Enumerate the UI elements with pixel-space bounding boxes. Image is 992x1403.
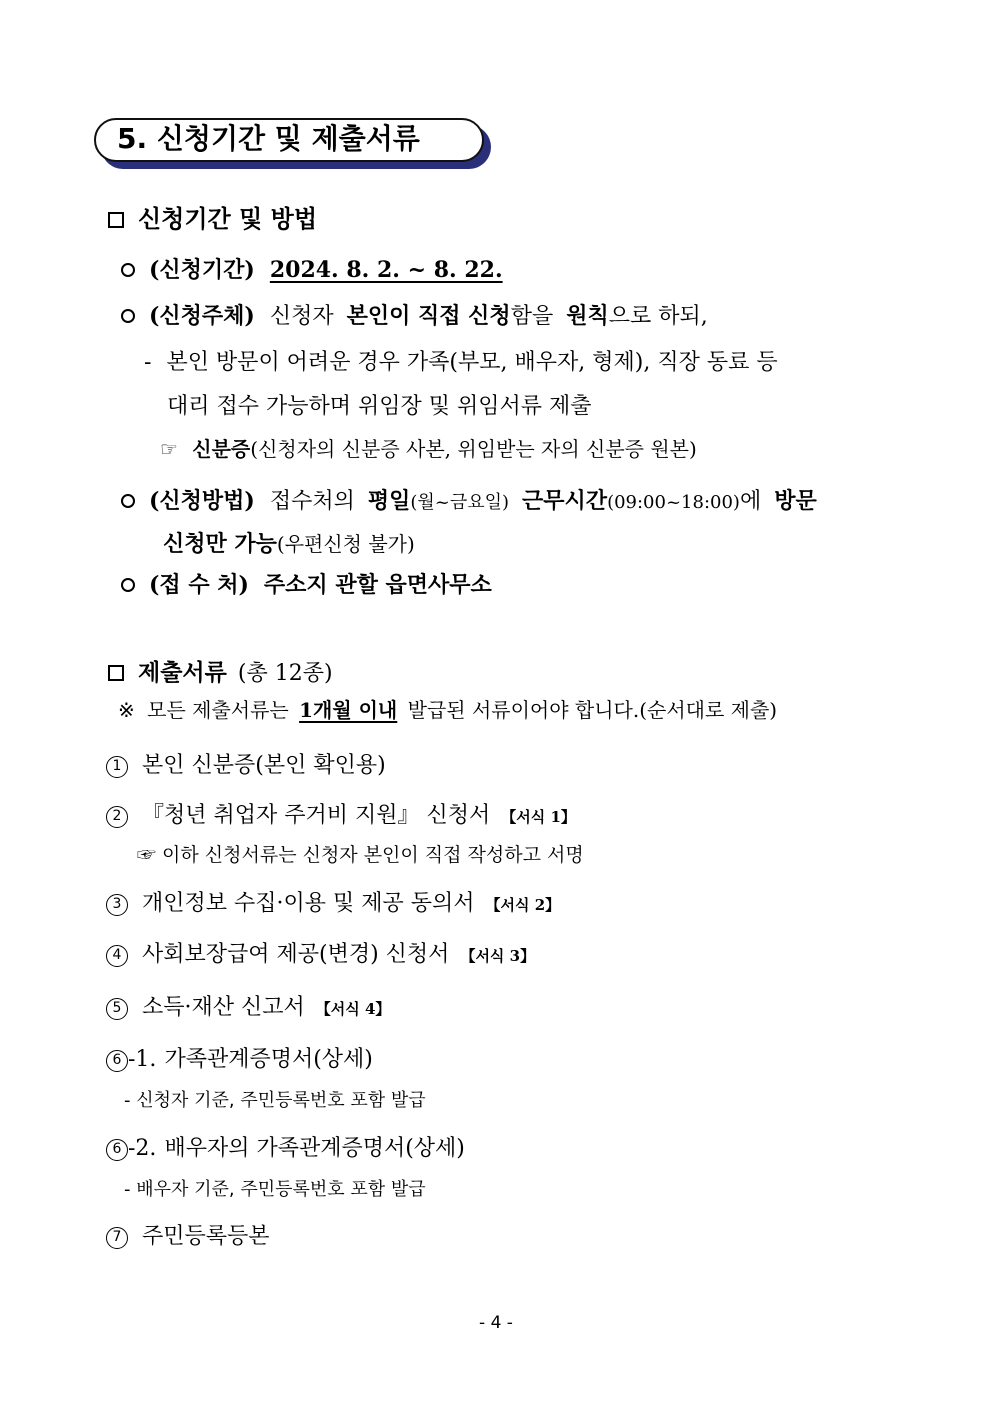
documents-note-underline: 1개월 이내 bbox=[299, 698, 398, 722]
documents-heading: 제출서류 bbox=[138, 660, 227, 686]
subject-text-3: 으로 하되, bbox=[608, 304, 708, 329]
form-tag: 【서식 4】 bbox=[315, 1000, 391, 1018]
circle-bullet-icon bbox=[121, 578, 135, 592]
method-text-4: 에 bbox=[739, 489, 762, 514]
subject-text-2: 함을 bbox=[510, 304, 554, 329]
reference-mark-icon: ※ bbox=[118, 698, 135, 722]
office-label: (접 수 처) bbox=[149, 572, 249, 598]
document-item-4 bbox=[106, 937, 535, 968]
office-value: 주소지 관할 읍면사무소 bbox=[263, 572, 492, 598]
subject-bold-2: 원칙 bbox=[566, 303, 609, 329]
documents-note-text-2: 발급된 서류이어야 합니다.(순서대로 제출) bbox=[407, 698, 778, 722]
circled-number-5: 5 bbox=[106, 998, 128, 1020]
form-tag: 【서식 2】 bbox=[485, 896, 561, 914]
document-item-6-1-note: - 신청자 기준, 주민등록번호 포함 발급 bbox=[124, 1090, 426, 1111]
id-bold: 신분증 bbox=[192, 437, 251, 461]
form-tag: 【서식 3】 bbox=[460, 947, 536, 965]
document-item-1 bbox=[106, 748, 386, 779]
document-item-text: 사회보장급여 제공(변경) 신청서 bbox=[142, 942, 450, 967]
circle-bullet-icon bbox=[121, 309, 135, 323]
documents-heading-row bbox=[108, 654, 333, 687]
id-detail: (신청자의 신분증 사본, 위임받는 자의 신분증 원본) bbox=[250, 437, 697, 461]
subject-note-text-1: 본인 방문이 어려운 경우 가족(부모, 배우자, 형제), 직장 동료 등 bbox=[166, 350, 778, 375]
id-note-row bbox=[160, 433, 697, 462]
square-bullet-icon bbox=[108, 212, 124, 228]
square-bullet-icon bbox=[108, 665, 124, 681]
document-item-text: 배우자의 가족관계증명서(상세) bbox=[164, 1136, 465, 1161]
section-title: 5. 신청기간 및 제출서류 bbox=[117, 122, 420, 155]
method-bold-2: 근무시간 bbox=[522, 488, 608, 514]
page-number: - 4 - bbox=[479, 1313, 513, 1333]
pointing-hand-icon: ☞ bbox=[160, 437, 178, 461]
document-item-3 bbox=[106, 886, 560, 917]
document-item-6-1 bbox=[106, 1042, 373, 1073]
circled-number-3: 3 bbox=[106, 894, 128, 916]
document-item-text: 개인정보 수집·이용 및 제공 동의서 bbox=[142, 891, 475, 916]
circled-number-7: 7 bbox=[106, 1227, 128, 1249]
document-item-7 bbox=[106, 1219, 270, 1250]
office-row bbox=[121, 568, 492, 599]
circle-bullet-icon bbox=[121, 263, 135, 277]
document-item-sub: -2. bbox=[128, 1136, 157, 1161]
document-item-2-note: ☞ 이하 신청서류는 신청자 본인이 직접 작성하고 서명 bbox=[137, 844, 584, 866]
method-label: (신청방법) bbox=[149, 488, 255, 514]
document-item-text: 『청년 취업자 주거비 지원』 신청서 bbox=[142, 803, 491, 828]
method-text-1: 접수처의 bbox=[269, 489, 355, 514]
subject-note-line-1 bbox=[144, 345, 778, 376]
document-item-2 bbox=[106, 798, 576, 829]
document-item-text: 가족관계증명서(상세) bbox=[164, 1047, 373, 1072]
document-item-sub: -1. bbox=[128, 1047, 157, 1072]
document-item-5 bbox=[106, 990, 390, 1021]
documents-count: (총 12종) bbox=[237, 661, 333, 686]
subject-label: (신청주체) bbox=[149, 303, 255, 329]
period-heading: 신청기간 및 방법 bbox=[138, 205, 317, 233]
dates-value: 2024. 8. 2. ~ 8. 22. bbox=[269, 257, 503, 283]
period-dates-row bbox=[121, 253, 503, 284]
method-text-2: (월~금요일) bbox=[410, 492, 510, 513]
documents-note-text-1: 모든 제출서류는 bbox=[147, 698, 289, 722]
subject-text-1: 신청자 bbox=[269, 304, 334, 329]
document-item-text: 주민등록등본 bbox=[142, 1224, 270, 1249]
document-item-text: 본인 신분증(본인 확인용) bbox=[142, 753, 386, 778]
method-bold-3: 방문 bbox=[774, 488, 817, 514]
documents-note bbox=[118, 694, 777, 723]
form-tag: 【서식 1】 bbox=[501, 808, 576, 826]
circle-bullet-icon bbox=[121, 494, 135, 508]
period-heading-row bbox=[108, 199, 317, 234]
circled-number-2: 2 bbox=[106, 806, 128, 828]
document-item-6-2-note: - 배우자 기준, 주민등록번호 포함 발급 bbox=[124, 1179, 426, 1200]
method-text-3: (09:00~18:00) bbox=[607, 492, 740, 513]
subject-row bbox=[121, 299, 708, 330]
method-row bbox=[121, 484, 817, 515]
dash-bullet: - bbox=[144, 350, 152, 375]
document-item-6-2 bbox=[106, 1131, 465, 1162]
circled-number-1: 1 bbox=[106, 756, 128, 778]
method-line-2 bbox=[163, 527, 415, 558]
method-bold-1: 평일 bbox=[367, 488, 411, 514]
document-item-text: 소득·재산 신고서 bbox=[142, 995, 305, 1020]
circled-number-4: 4 bbox=[106, 945, 128, 967]
circled-number-6: 6 bbox=[106, 1139, 128, 1161]
method-line-2-bold: 신청만 가능 bbox=[163, 531, 277, 557]
method-line-2-text: (우편신청 불가) bbox=[276, 532, 415, 556]
circled-number-6: 6 bbox=[106, 1050, 128, 1072]
subject-bold-1: 본인이 직접 신청 bbox=[346, 303, 511, 329]
dates-label: (신청기간) bbox=[149, 257, 255, 283]
subject-note-line-2: 대리 접수 가능하며 위임장 및 위임서류 제출 bbox=[167, 394, 592, 419]
